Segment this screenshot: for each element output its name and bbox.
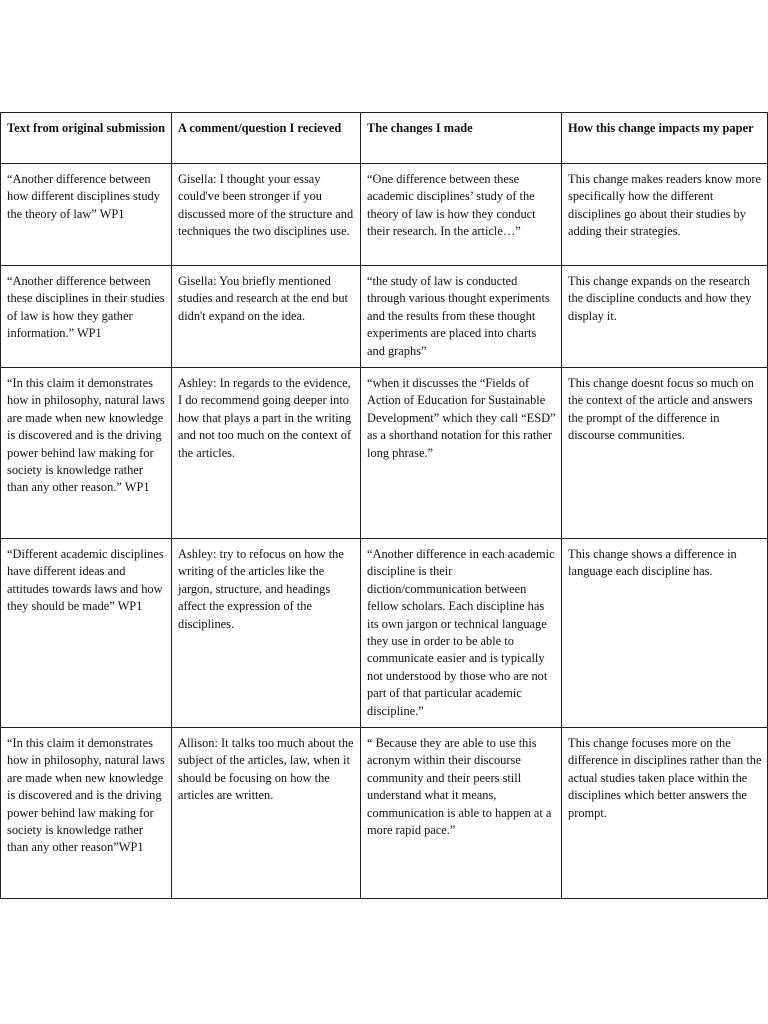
header-original-text: Text from original submission [1, 113, 172, 164]
cell-change: “One difference between these academic disciplines’ study of the theory of law is how they conduct their research. In the article…” [361, 164, 562, 266]
revision-table [0, 112, 768, 899]
cell-change: “the study of law is conducted through various thought experiments and the results from these thought experiments are placed into charts and graphs” [361, 266, 562, 368]
cell-comment: Ashley: In regards to the evidence, I do recommend going deeper into how that plays a part in the writing and not too much on the context of the articles. [172, 368, 361, 539]
table-row [1, 266, 768, 368]
cell-original-text: “Another difference between these disciplines in their studies of law is how they gather information.” WP1 [1, 266, 172, 368]
table-row [1, 539, 768, 728]
cell-impact: This change makes readers know more specifically how the different disciplines go about their studies by adding their strategies. [562, 164, 768, 266]
cell-original-text: “In this claim it demonstrates how in philosophy, natural laws are made when new knowledge is discovered and is the driving power behind law making for society is knowledge rather than any other reason”WP1 [1, 728, 172, 899]
cell-original-text: “In this claim it demonstrates how in philosophy, natural laws are made when new knowledge is discovered and is the driving power behind law making for society is knowledge rather than any other reason.” WP1 [1, 368, 172, 539]
table-header-row [1, 113, 768, 164]
cell-original-text: “Another difference between how different disciplines study the theory of law” WP1 [1, 164, 172, 266]
cell-original-text: “Different academic disciplines have different ideas and attitudes towards laws and how they should be made” WP1 [1, 539, 172, 728]
header-comment: A comment/question I recieved [172, 113, 361, 164]
cell-change: “when it discusses the “Fields of Action of Education for Sustainable Development” which they call “ESD” as a shorthand notation for this rather long phrase.” [361, 368, 562, 539]
cell-impact: This change shows a difference in language each discipline has. [562, 539, 768, 728]
table-row [1, 368, 768, 539]
table-row [1, 728, 768, 899]
cell-comment: Gisella: You briefly mentioned studies and research at the end but didn't expand on the idea. [172, 266, 361, 368]
cell-change: “ Because they are able to use this acronym within their discourse community and their peers still understand what it means, communication is able to happen at a more rapid pace.” [361, 728, 562, 899]
cell-comment: Allison: It talks too much about the subject of the articles, law, when it should be focusing on how the articles are written. [172, 728, 361, 899]
cell-impact: This change doesnt focus so much on the context of the article and answers the prompt of the difference in discourse communities. [562, 368, 768, 539]
header-impact: How this change impacts my paper [562, 113, 768, 164]
cell-change: “Another difference in each academic discipline is their diction/communication between fellow scholars. Each discipline has its own jargon or technical language they use in order to be able to communicate easier and is typically not understood by those who are not part of that particular academic discipline.” [361, 539, 562, 728]
cell-impact: This change focuses more on the difference in disciplines rather than the actual studies taken place within the disciplines which better answers the prompt. [562, 728, 768, 899]
header-changes: The changes I made [361, 113, 562, 164]
cell-comment: Gisella: I thought your essay could've been stronger if you discussed more of the structure and techniques the two disciplines use. [172, 164, 361, 266]
cell-impact: This change expands on the research the discipline conducts and how they display it. [562, 266, 768, 368]
cell-comment: Ashley: try to refocus on how the writing of the articles like the jargon, structure, and headings affect the expression of the disciplines. [172, 539, 361, 728]
table-row [1, 164, 768, 266]
